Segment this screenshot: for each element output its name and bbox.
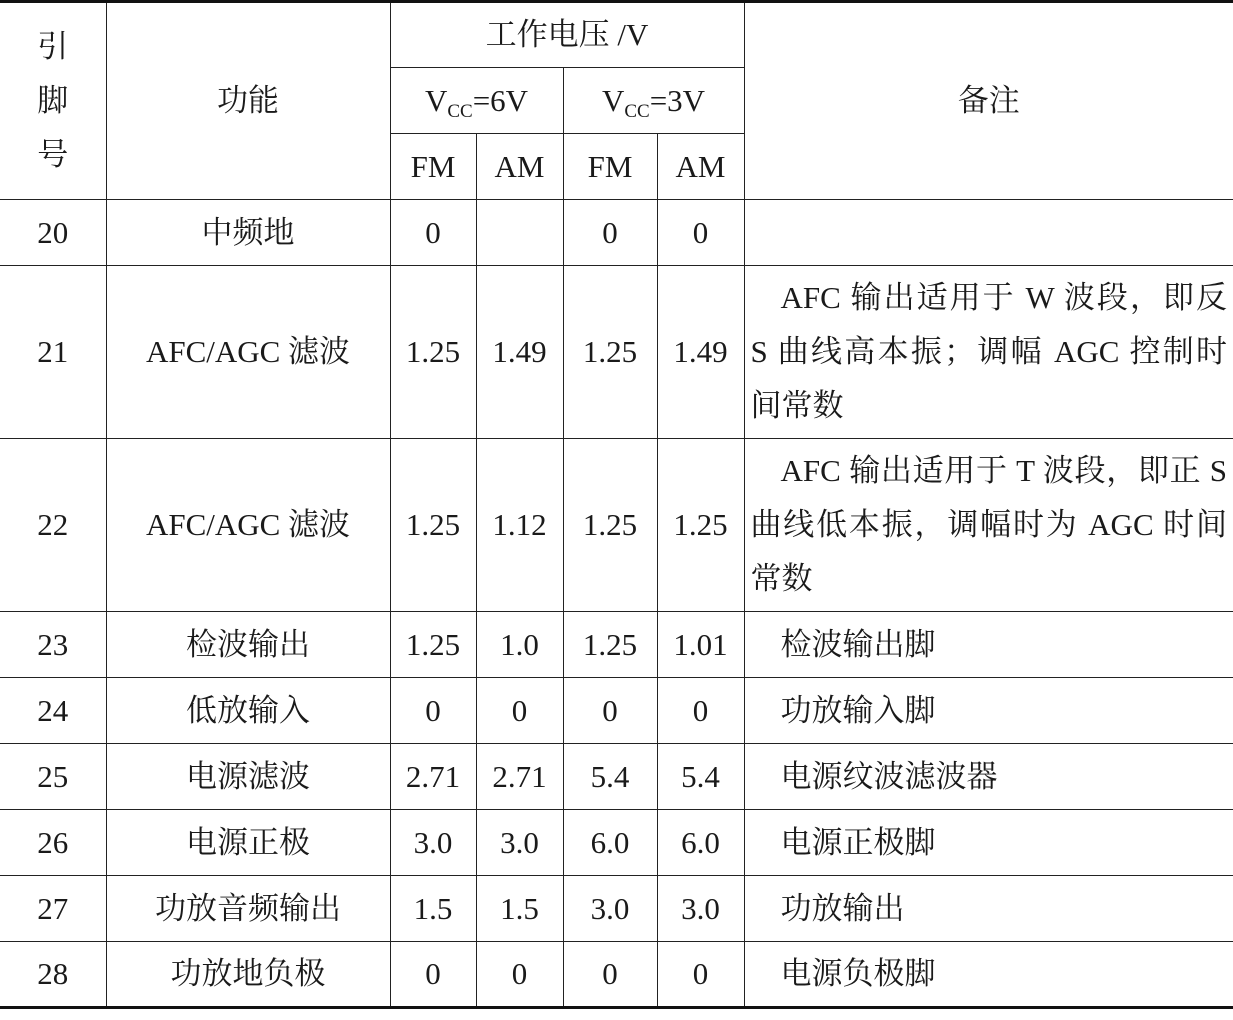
note-text: AFC 输出适用于 T 波段，即正 S 曲线低本振，调幅时为 AGC 时间常数 bbox=[750, 453, 1227, 596]
table-row bbox=[0, 612, 1233, 678]
header-pin-char: 引 bbox=[37, 28, 69, 64]
table-row bbox=[0, 266, 1233, 439]
cell-function: AFC/AGC 滤波 bbox=[106, 266, 390, 439]
cell-function: AFC/AGC 滤波 bbox=[106, 439, 390, 612]
cell-pin: 24 bbox=[0, 678, 106, 744]
cell-v3-fm: 0 bbox=[563, 942, 657, 1008]
cell-v6-fm: 0 bbox=[390, 942, 476, 1008]
table-row bbox=[0, 876, 1233, 942]
cell-v6-am bbox=[476, 200, 563, 266]
header-am-3v: AM bbox=[657, 134, 744, 200]
cell-function: 低放输入 bbox=[106, 678, 390, 744]
cell-function: 电源正极 bbox=[106, 810, 390, 876]
cell-v3-fm: 1.25 bbox=[563, 439, 657, 612]
cell-v6-fm: 1.25 bbox=[390, 612, 476, 678]
header-vcc-6v: $V_{CC}=6V$ bbox=[390, 68, 563, 134]
cell-function: 功放地负极 bbox=[106, 942, 390, 1008]
header-function: 功能 bbox=[106, 2, 390, 200]
cell-pin: 23 bbox=[0, 612, 106, 678]
cell-v3-fm: 1.25 bbox=[563, 266, 657, 439]
cell-pin: 25 bbox=[0, 744, 106, 810]
cell-note: 电源纹波滤波器 bbox=[744, 744, 1233, 810]
cell-function: 中频地 bbox=[106, 200, 390, 266]
cell-v3-fm: 1.25 bbox=[563, 612, 657, 678]
header-note: 备注 bbox=[744, 2, 1233, 200]
cell-note: 功放输入脚 bbox=[744, 678, 1233, 744]
header-pin-char: 脚 bbox=[37, 82, 69, 118]
cell-v6-am: 0 bbox=[476, 942, 563, 1008]
header-pin-number bbox=[0, 2, 106, 200]
cell-note: 电源负极脚 bbox=[744, 942, 1233, 1008]
cell-v6-fm: 1.25 bbox=[390, 266, 476, 439]
cell-v6-am: 1.5 bbox=[476, 876, 563, 942]
header-fm-3v: FM bbox=[563, 134, 657, 200]
cell-function: 电源滤波 bbox=[106, 744, 390, 810]
cell-v6-am: 1.49 bbox=[476, 266, 563, 439]
header-pin-char: 号 bbox=[37, 137, 69, 173]
cell-v3-fm: 3.0 bbox=[563, 876, 657, 942]
cell-v3-am: 3.0 bbox=[657, 876, 744, 942]
cell-pin: 20 bbox=[0, 200, 106, 266]
cell-note: 电源正极脚 bbox=[744, 810, 1233, 876]
cell-note bbox=[744, 439, 1233, 612]
cell-note bbox=[744, 266, 1233, 439]
cell-v3-am: 1.01 bbox=[657, 612, 744, 678]
cell-function: 检波输出 bbox=[106, 612, 390, 678]
table-row bbox=[0, 942, 1233, 1008]
cell-v6-am: 0 bbox=[476, 678, 563, 744]
header-voltage-group: 工作电压 /V bbox=[390, 2, 744, 68]
cell-pin: 21 bbox=[0, 266, 106, 439]
cell-v3-fm: 0 bbox=[563, 678, 657, 744]
cell-v6-fm: 1.25 bbox=[390, 439, 476, 612]
cell-v3-am: 6.0 bbox=[657, 810, 744, 876]
cell-v3-fm: 0 bbox=[563, 200, 657, 266]
cell-note: 功放输出 bbox=[744, 876, 1233, 942]
table-header bbox=[0, 2, 1233, 200]
cell-v3-am: 0 bbox=[657, 942, 744, 1008]
cell-pin: 26 bbox=[0, 810, 106, 876]
cell-note bbox=[744, 200, 1233, 266]
cell-v3-fm: 5.4 bbox=[563, 744, 657, 810]
cell-v6-fm: 3.0 bbox=[390, 810, 476, 876]
cell-pin: 22 bbox=[0, 439, 106, 612]
cell-v6-fm: 1.5 bbox=[390, 876, 476, 942]
cell-v6-fm: 0 bbox=[390, 678, 476, 744]
table-row bbox=[0, 678, 1233, 744]
table-row bbox=[0, 810, 1233, 876]
header-am-6v: AM bbox=[476, 134, 563, 200]
header-vcc-3v: $V_{CC}=3V$ bbox=[563, 68, 744, 134]
cell-v6-am: 1.12 bbox=[476, 439, 563, 612]
table-row bbox=[0, 200, 1233, 266]
table-body bbox=[0, 200, 1233, 1008]
cell-pin: 27 bbox=[0, 876, 106, 942]
cell-v6-am: 3.0 bbox=[476, 810, 563, 876]
cell-v3-am: 0 bbox=[657, 200, 744, 266]
cell-v6-am: 2.71 bbox=[476, 744, 563, 810]
cell-pin: 28 bbox=[0, 942, 106, 1008]
table-row bbox=[0, 744, 1233, 810]
cell-v3-am: 5.4 bbox=[657, 744, 744, 810]
cell-v6-fm: 0 bbox=[390, 200, 476, 266]
cell-note: 检波输出脚 bbox=[744, 612, 1233, 678]
cell-v3-am: 1.25 bbox=[657, 439, 744, 612]
cell-v3-fm: 6.0 bbox=[563, 810, 657, 876]
cell-v3-am: 0 bbox=[657, 678, 744, 744]
cell-v6-am: 1.0 bbox=[476, 612, 563, 678]
table-row bbox=[0, 439, 1233, 612]
note-text: AFC 输出适用于 W 波段，即反 S 曲线高本振；调幅 AGC 控制时间常数 bbox=[750, 280, 1227, 423]
cell-v3-am: 1.49 bbox=[657, 266, 744, 439]
cell-function: 功放音频输出 bbox=[106, 876, 390, 942]
header-fm-6v: FM bbox=[390, 134, 476, 200]
cell-v6-fm: 2.71 bbox=[390, 744, 476, 810]
